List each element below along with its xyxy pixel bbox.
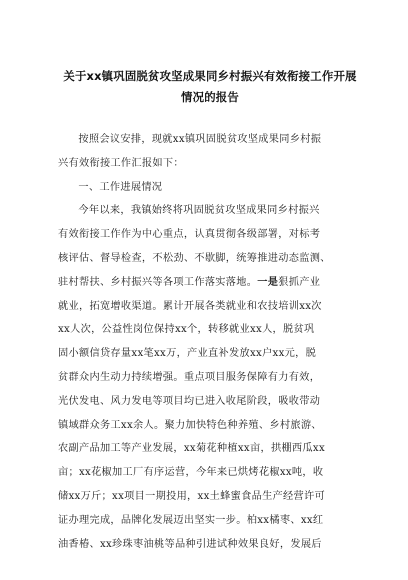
intro-paragraph-line-1: 按照会议安排，现就xx镇巩固脱贫攻坚成果同乡村振 xyxy=(78,134,322,145)
emphasis-marker: 一是 xyxy=(257,275,279,288)
body-line: 镇域群众务工xx余人。聚力加快特色种养殖、乡村旅游、 xyxy=(58,419,322,431)
title-line-2: 情况的报告 xyxy=(181,90,239,104)
section-heading: 一、工作进展情况 xyxy=(78,181,163,193)
body-line: 固小额信贷存量xx笔xx万，产业直补发放xx户xx元，脱 xyxy=(58,348,317,360)
body-line: 油香椿、xx珍珠枣油桃等品种引进试种效果良好，发展后 xyxy=(58,538,322,550)
body-line: 贫群众内生动力持续增强。重点项目服务保障有力有效， xyxy=(58,371,321,383)
intro-paragraph-line-2: 兴有效衔接工作汇报如下： xyxy=(58,157,184,169)
body-line: 驻村帮扶、乡村振兴等各项工作落实落地。一是狠抓产业 xyxy=(58,275,321,288)
body-line: 亩；xx花椒加工厂有序运营，今年来已烘烤花椒xx吨，收 xyxy=(58,467,324,479)
body-line: 证办理完成，品牌化发展迈出坚实一步。柏xx橘枣、xx红 xyxy=(58,514,324,526)
body-line: 核评估、督导检查，不松劲、不歇脚，统筹推进动态监测、 xyxy=(58,252,331,264)
body-line: xx人次，公益性岗位保持xx个，转移就业xx人，脱贫巩 xyxy=(58,324,315,336)
report-body xyxy=(58,128,362,556)
title-line-1: 关于xx镇巩固脱贫攻坚成果同乡村振兴有效衔接工作开展 xyxy=(63,69,357,83)
body-line: 有效衔接工作作为中心重点，认真贯彻各级部署，对标考 xyxy=(58,229,321,241)
body-line: 今年以来，我镇始终将巩固脱贫攻坚成果同乡村振兴 xyxy=(78,205,320,217)
body-line: 储xx万斤；xx项目一期投用，xx土蜂蜜食品生产经营许可 xyxy=(58,490,325,502)
body-line: 农副产品加工等产业发展，xx菊花种植xx亩，拱棚西瓜xx xyxy=(58,443,325,455)
body-line: 就业，拓宽增收渠道。累计开展各类就业和农技培训xx次 xyxy=(58,300,322,312)
report-title xyxy=(58,66,362,108)
body-line: 光伏发电、风力发电等项目均已进入收尾阶段，吸收带动 xyxy=(58,395,321,407)
